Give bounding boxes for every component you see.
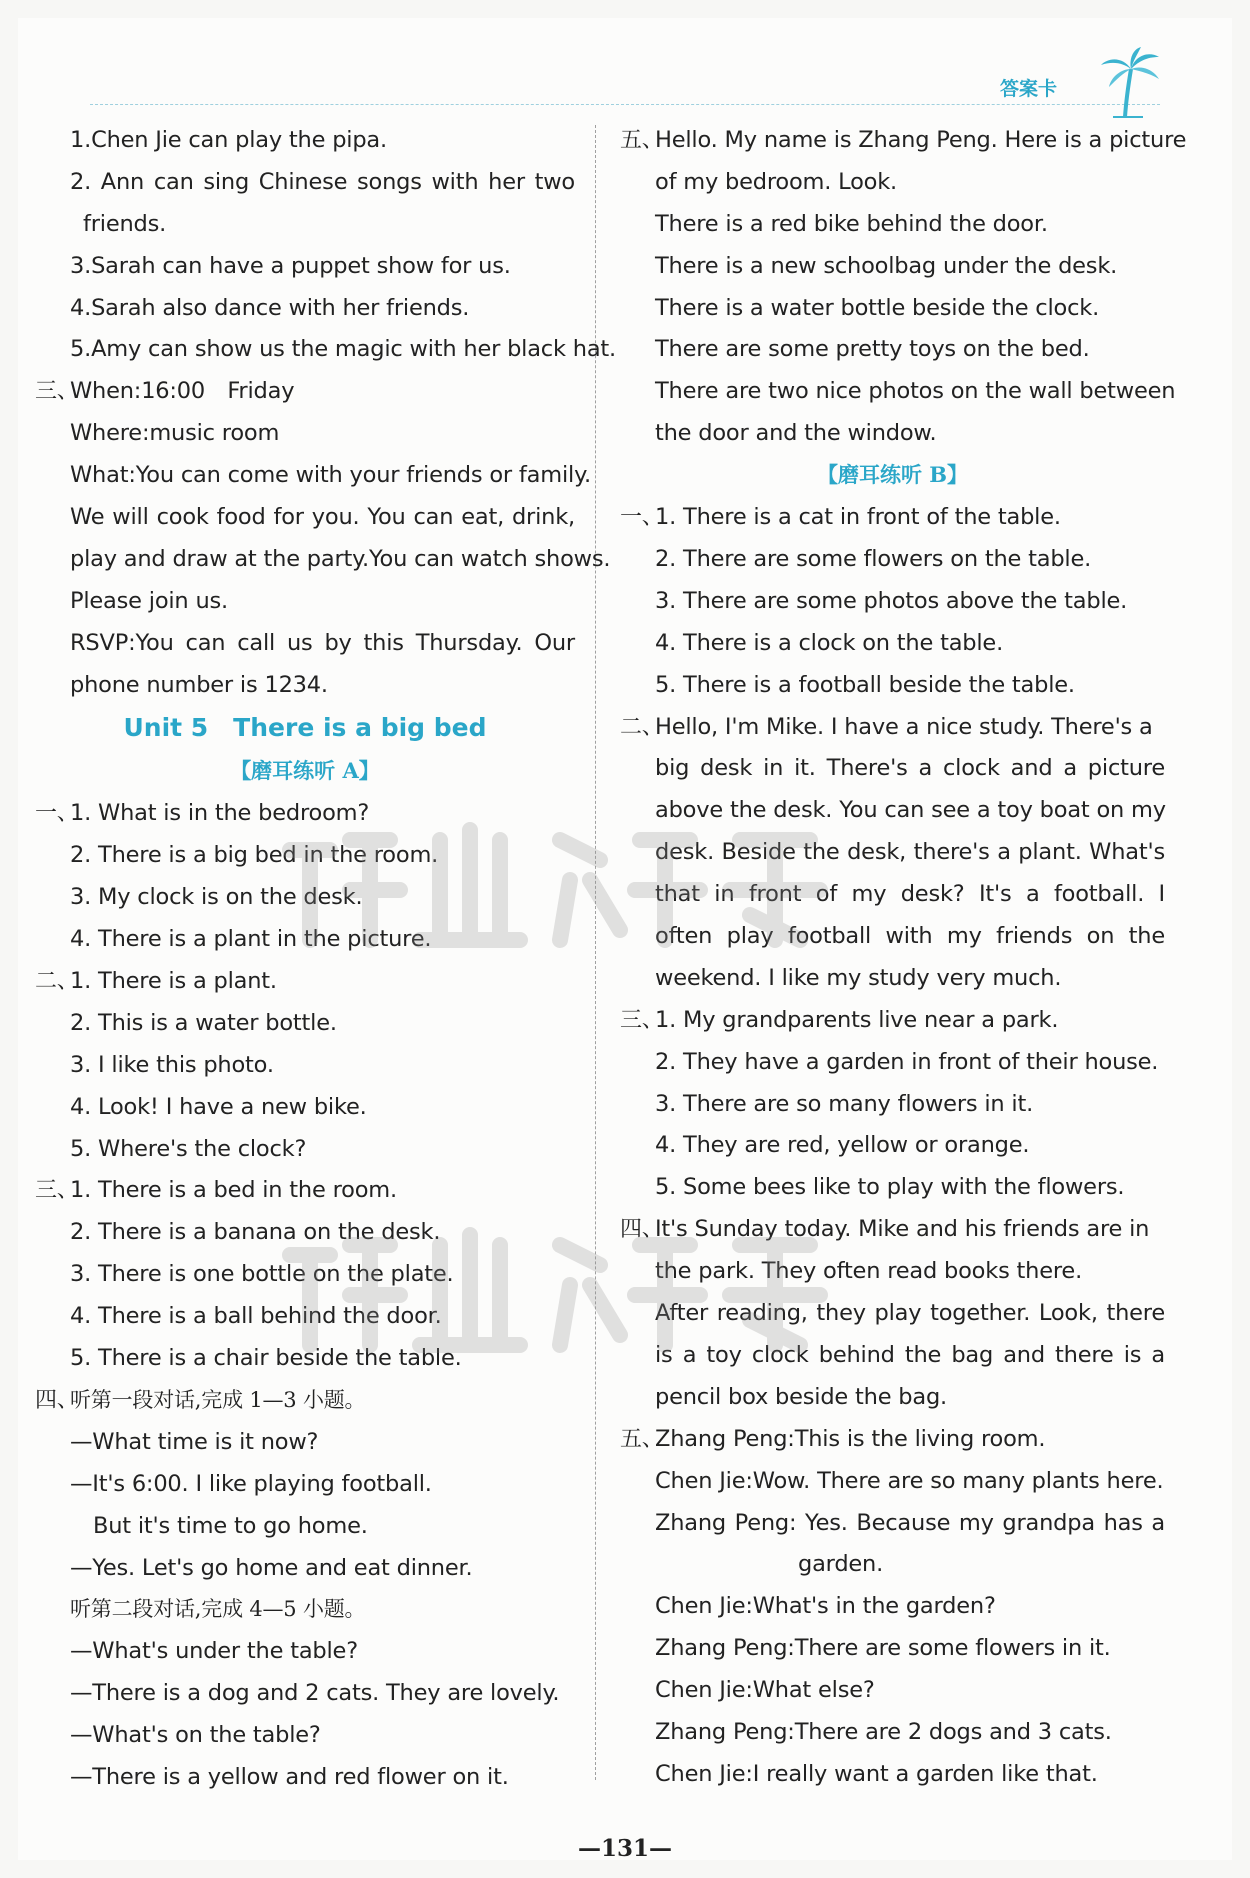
text-line: 2. This is a water bottle. — [70, 1009, 337, 1036]
text-line: 2. There is a big bed in the room. — [70, 842, 439, 869]
text-line: of my bedroom. Look. — [655, 168, 897, 195]
dialogue-line: —Yes. Let's go home and eat dinner. — [70, 1554, 473, 1581]
section-marker: 三、 — [620, 1007, 664, 1033]
text-line: 听第二段对话,完成 4—5 小题。 — [70, 1597, 366, 1622]
section-marker: 二、 — [35, 969, 79, 995]
text-line: There are some pretty toys on the bed. — [655, 336, 1090, 363]
text-line: the park. They often read books there. — [655, 1258, 1083, 1285]
text-line: There is a new schoolbag under the desk. — [655, 252, 1118, 279]
left-column — [35, 119, 616, 1798]
text-line: 4. Look! I have a new bike. — [70, 1093, 367, 1120]
question-2-line — [35, 960, 575, 1002]
column-divider — [595, 125, 596, 1780]
dialogue-line: But it's time to go home. — [93, 1512, 368, 1539]
text-line: 2. Ann can sing Chinese songs with her two — [70, 168, 575, 195]
text-line: 1. There is a cat in front of the table. — [655, 504, 1061, 531]
dialogue-line: Chen Jie:What's in the garden? — [655, 1593, 996, 1620]
text-line: 1. My grandparents live near a park. — [655, 1006, 1059, 1033]
text-line: 2. There is a banana on the desk. — [70, 1219, 441, 1246]
text-line: RSVP:You can call us by this Thursday. Our — [70, 629, 575, 656]
text-line: 4. They are red, yellow or orange. — [655, 1132, 1030, 1159]
text-line: When:16:00 Friday — [70, 378, 295, 405]
text-line: phone number is 1234. — [70, 671, 328, 698]
brand-badge — [1000, 72, 1170, 112]
section-title-a: 【磨耳练听 A】 — [230, 758, 380, 784]
dialogue-line: Chen Jie:I really want a garden like that. — [655, 1760, 1098, 1787]
text-line: pencil box beside the bag. — [655, 1383, 947, 1410]
question-4-line — [35, 1379, 575, 1421]
section-marker: 四、 — [35, 1387, 79, 1413]
dialogue-line: —There is a dog and 2 cats. They are lovely. — [70, 1680, 560, 1707]
dialogue-line: Zhang Peng: Yes. Because my grandpa has a — [655, 1509, 1165, 1536]
question-3-line — [620, 999, 1165, 1041]
text-line: play and draw at the party.You can watch shows. — [70, 545, 611, 572]
section-marker: 五、 — [620, 128, 664, 153]
section-marker: 五、 — [620, 1426, 664, 1452]
text-line: 2. There are some flowers on the table. — [655, 546, 1092, 573]
text-line: friends. — [83, 210, 167, 237]
text-line: 4. There is a plant in the picture. — [70, 926, 432, 953]
dialogue-line: Zhang Peng:This is the living room. — [655, 1425, 1046, 1452]
text-line: 5. Where's the clock? — [70, 1135, 307, 1162]
text-line: 3. There are so many flowers in it. — [655, 1090, 1034, 1117]
question-1-line — [620, 496, 1165, 538]
text-line: 3. There is one bottle on the plate. — [70, 1261, 454, 1288]
text-line: weekend. I like my study very much. — [655, 964, 1062, 991]
text-line: 4. There is a ball behind the door. — [70, 1303, 442, 1330]
question-4-line — [620, 1208, 1165, 1250]
text-line: There is a water bottle beside the clock. — [655, 294, 1100, 321]
text-line: 1. There is a plant. — [70, 968, 277, 995]
dialogue-line: Chen Jie:What else? — [655, 1677, 875, 1704]
question-1-line — [35, 792, 575, 834]
question-5-line — [620, 119, 1187, 161]
text-line: big desk in it. There's a clock and a picture — [655, 755, 1165, 782]
palm-tree-icon — [1095, 47, 1163, 119]
text-line: 听第一段对话,完成 1—3 小题。 — [70, 1387, 366, 1412]
text-line: above the desk. You can see a toy boat on my — [655, 797, 1166, 824]
dialogue-line: —What's on the table? — [70, 1722, 321, 1749]
text-line: There is a red bike behind the door. — [655, 210, 1048, 237]
text-line: There are two nice photos on the wall between — [655, 378, 1176, 405]
text-line: 4.Sarah also dance with her friends. — [70, 294, 470, 321]
text-line: often play football with my friends on the — [655, 923, 1165, 950]
text-line: Hello, I'm Mike. I have a nice study. There's a — [655, 713, 1153, 740]
text-line: 3. I like this photo. — [70, 1051, 274, 1078]
text-line: 1. There is a bed in the room. — [70, 1177, 397, 1204]
section-marker: 一、 — [35, 801, 79, 827]
section-marker: 三、 — [35, 379, 79, 405]
dialogue-line: —What's under the table? — [70, 1638, 358, 1665]
dialogue-line: garden. — [798, 1551, 884, 1578]
text-line: We will cook food for you. You can eat, drink, — [70, 504, 575, 531]
text-line: 5. Some bees like to play with the flowers. — [655, 1174, 1125, 1201]
text-line: 3.Sarah can have a puppet show for us. — [70, 252, 511, 279]
text-line: the door and the window. — [655, 420, 937, 447]
text-line: 5. There is a chair beside the table. — [70, 1345, 462, 1372]
text-line: 1. What is in the bedroom? — [70, 800, 370, 827]
text-line: 5.Amy can show us the magic with her black hat. — [70, 336, 616, 363]
dialogue-line: Zhang Peng:There are 2 dogs and 3 cats. — [655, 1718, 1112, 1745]
section-marker: 一、 — [620, 505, 664, 531]
dialogue-line: Zhang Peng:There are some flowers in it. — [655, 1635, 1111, 1662]
text-line: 3. There are some photos above the table. — [655, 587, 1128, 614]
section-marker: 四、 — [620, 1217, 664, 1243]
unit-title: Unit 5 There is a big bed — [123, 713, 487, 743]
question-5-line — [620, 1418, 1165, 1460]
section-marker: 三、 — [35, 1178, 79, 1204]
dialogue-line: —What time is it now? — [70, 1428, 319, 1455]
dialogue-line: Chen Jie:Wow. There are so many plants here. — [655, 1467, 1164, 1494]
text-line: 2. They have a garden in front of their house. — [655, 1048, 1159, 1075]
dialogue-line: —There is a yellow and red flower on it. — [70, 1763, 509, 1790]
text-line: 3. My clock is on the desk. — [70, 884, 363, 911]
question-2-line — [620, 706, 1165, 748]
dialogue-line: —It's 6:00. I like playing football. — [70, 1470, 432, 1497]
text-line: After reading, they play together. Look, there — [655, 1300, 1165, 1327]
text-line: that in front of my desk? It's a football. I — [655, 881, 1165, 908]
text-line: Hello. My name is Zhang Peng. Here is a picture — [655, 127, 1187, 153]
page-number: —131— — [577, 1835, 672, 1862]
text-line: It's Sunday today. Mike and his friends are in — [655, 1216, 1150, 1243]
question-3-line — [35, 1169, 575, 1211]
text-line: 5. There is a football beside the table. — [655, 671, 1075, 698]
section-marker: 二、 — [620, 714, 664, 740]
text-line: 1.Chen Jie can play the pipa. — [70, 127, 387, 153]
text-line: What:You can come with your friends or family. — [70, 462, 591, 489]
question-3-line — [35, 370, 575, 412]
text-line: 4. There is a clock on the table. — [655, 629, 1004, 656]
text-line: Please join us. — [70, 587, 228, 614]
text-line: desk. Beside the desk, there's a plant. What's — [655, 839, 1165, 866]
text-line: is a toy clock behind the bag and there is a — [655, 1341, 1165, 1368]
text-line: Where:music room — [70, 420, 280, 447]
section-title-b: 【磨耳练听 B】 — [816, 462, 969, 488]
right-column — [620, 119, 1187, 1795]
brand-text: 答案卡 — [1000, 78, 1058, 100]
